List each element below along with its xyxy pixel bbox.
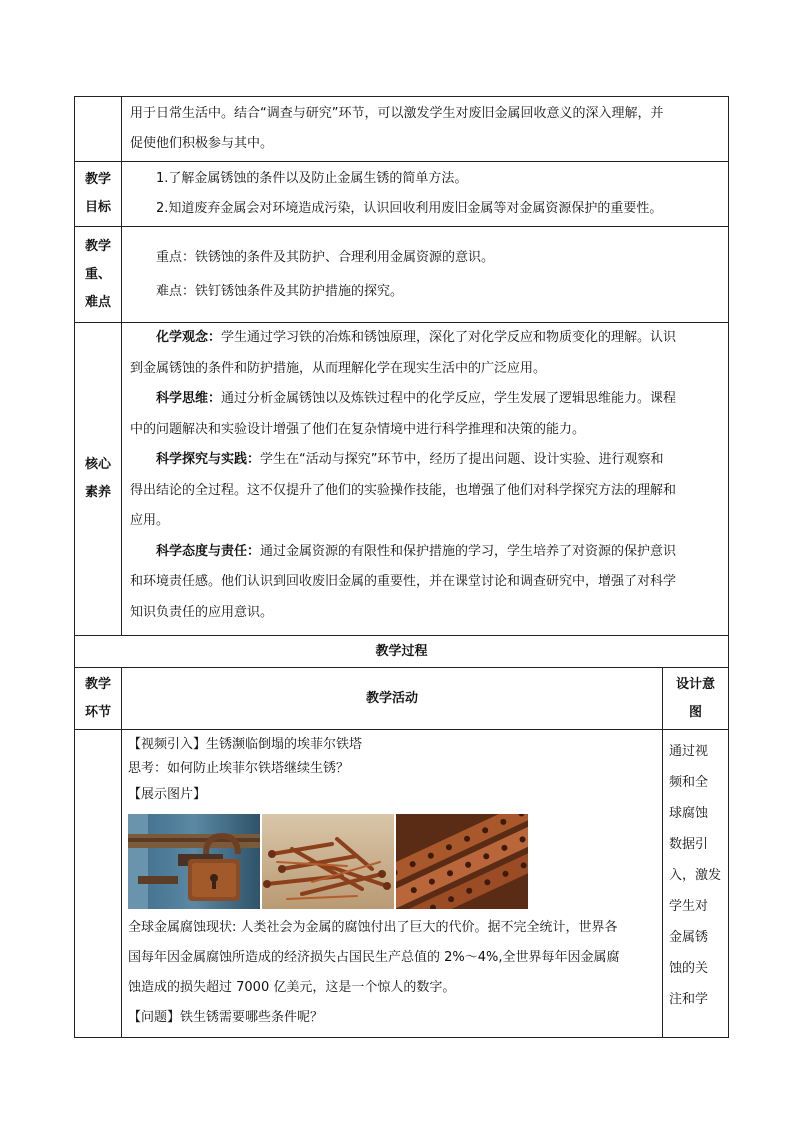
keypoints-label: 教学 重、 难点 bbox=[75, 227, 122, 323]
intro-label-cell bbox=[75, 97, 122, 162]
literacy-row bbox=[75, 323, 729, 636]
literacy-label: 核心 素养 bbox=[75, 323, 122, 636]
video-intro: 【视频引入】生锈濒临倒塌的埃菲尔铁塔 bbox=[128, 737, 363, 752]
stage-cell bbox=[75, 730, 122, 1038]
process-header-row bbox=[75, 668, 729, 730]
literacy-section: 科学探究与实践：学生在“活动与探究”环节中，经历了提出问题、设计实验、进行观察和 bbox=[156, 452, 664, 467]
activity-cell bbox=[122, 730, 663, 1038]
objectives-label: 教学 目标 bbox=[75, 162, 122, 227]
stage-header: 教学 环节 bbox=[75, 668, 122, 730]
literacy-section: 科学思维：通过分析金属锈蚀以及炼铁过程中的化学反应，学生发展了逻辑思维能力。课程 bbox=[156, 391, 677, 406]
intro-cell bbox=[122, 97, 729, 162]
process-row bbox=[75, 730, 729, 1038]
objectives-row bbox=[75, 162, 729, 227]
intent-line: 通过视 bbox=[669, 744, 709, 759]
intro-row bbox=[75, 97, 729, 162]
keypoints-cell bbox=[122, 227, 729, 323]
rusty-plates-photo bbox=[396, 814, 528, 909]
intent-line: 学生对 bbox=[669, 899, 709, 914]
photo-strip bbox=[128, 814, 656, 909]
think-question: 思考：如何防止埃菲尔铁塔继续生锈？ bbox=[128, 761, 350, 776]
intent-cell bbox=[663, 730, 729, 1038]
intro-line: 用于日常生活中。结合“调查与研究”环节，可以激发学生对废旧金属回收意义的深入理解，并 bbox=[130, 106, 664, 121]
rusty-nails-photo bbox=[262, 814, 394, 909]
status-line: 蚀造成的损失超过 7000 亿美元，这是一个惊人的数字。 bbox=[128, 980, 456, 995]
objective-item: 2.知道废弃金属会对环境造成污染，认识回收利用废旧金属等对金属资源保护的重要性。 bbox=[156, 201, 663, 216]
rusty-lock-photo bbox=[128, 814, 260, 909]
process-title-row bbox=[75, 636, 729, 668]
process-title: 教学过程 bbox=[75, 636, 729, 668]
intent-line: 入，激发 bbox=[669, 868, 722, 883]
status-line: 国每年因金属腐蚀所造成的经济损失占国民生产总值的 2%～4%,全世界每年因金属腐 bbox=[128, 950, 620, 965]
activity-header: 教学活动 bbox=[122, 668, 663, 730]
rust-question: 【问题】铁生锈需要哪些条件呢？ bbox=[128, 1010, 324, 1025]
lesson-plan-sheet bbox=[74, 96, 728, 1038]
intro-line: 促使他们积极参与其中。 bbox=[130, 136, 274, 151]
status-line: 全球金属腐蚀现状: 人类社会为金属的腐蚀付出了巨大的代价。据不完全统计，世界各 bbox=[128, 920, 618, 935]
corrosion-status bbox=[128, 913, 656, 1003]
intent-header: 设计意 图 bbox=[663, 668, 729, 730]
literacy-cell: 化学观念：学生通过学习铁的冶炼和锈蚀原理，深化了对化学反应和物质变化的理解。认识 到金属锈蚀的条件和防护措施，从而理解化学在现实生活中的广泛应用。 科学思维：通过分析金属锈蚀以及炼铁过程中的化学反应，学生发展了逻辑思维能力。课程 中的问题解决和实验设计增强了他们在复杂情境中进行科学推理和决策的能力。 科学探究与实践：学生在“活动与探究”环节中，经历了提出问题、设计实验、进行观察和 得出结论的全过程。这不仅提升了他们的实验操作技能，也增强了他们对科学探究方法的理解和 应用。 科学态度与责任：通过金属资源的有限性和保护措施的学习，学生培养了对资源的保护意识 和环境责任感。他们认识到回收废旧金属的重要性，并在课堂讨论和调查研究中，增强了对科学 知识负责任的应用意识。 bbox=[122, 323, 729, 636]
objectives-cell bbox=[122, 162, 729, 227]
intent-line: 球腐蚀 bbox=[669, 806, 709, 821]
keypoint-item: 难点：铁钉锈蚀条件及其防护措施的探究。 bbox=[156, 284, 404, 299]
keypoint-item: 重点：铁锈蚀的条件及其防护、合理利用金属资源的意识。 bbox=[156, 250, 495, 265]
objective-item: 1.了解金属锈蚀的条件以及防止金属生锈的简单方法。 bbox=[156, 171, 468, 186]
intent-line: 频和全 bbox=[669, 775, 709, 790]
literacy-section: 科学态度与责任：通过金属资源的有限性和保护措施的学习，学生培养了对资源的保护意识 bbox=[156, 543, 677, 559]
keypoints-row bbox=[75, 227, 729, 323]
intent-line: 数据引 bbox=[669, 837, 709, 852]
intent-line: 蚀的关 bbox=[669, 961, 709, 976]
show-images-label: 【展示图片】 bbox=[128, 787, 207, 802]
intent-line: 注和学 bbox=[669, 992, 709, 1007]
literacy-section: 化学观念：学生通过学习铁的冶炼和锈蚀原理，深化了对化学反应和物质变化的理解。认识 bbox=[156, 330, 677, 345]
lesson-plan-table bbox=[74, 96, 729, 1038]
intent-line: 金属锈 bbox=[669, 930, 709, 945]
